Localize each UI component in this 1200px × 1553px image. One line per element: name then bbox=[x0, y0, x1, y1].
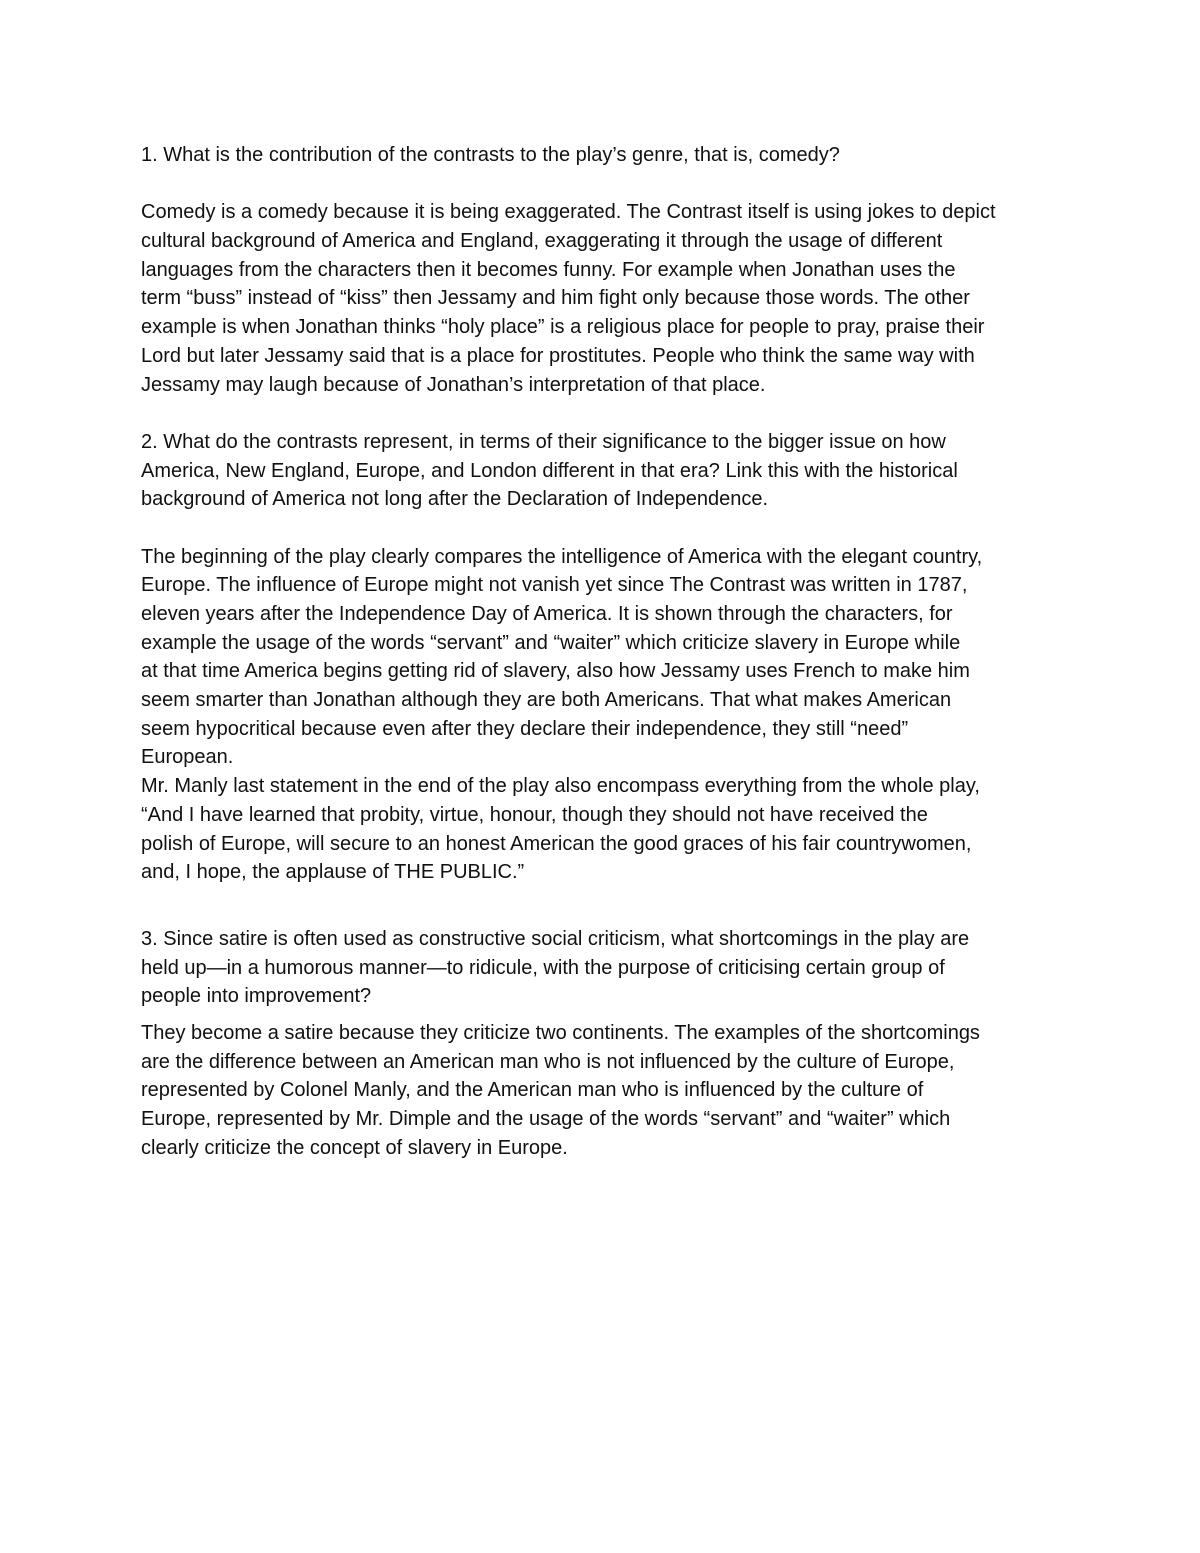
answer-line: European. bbox=[141, 746, 234, 769]
answer-line: seem hypocritical because even after they declare their independence, they still “need” bbox=[141, 717, 909, 740]
answer-line: They become a satire because they criticize two continents. The examples of the shortcomings bbox=[141, 1021, 980, 1044]
question-line: 3. Since satire is often used as constructive social criticism, what shortcomings in the play are bbox=[141, 927, 970, 950]
answer-line: The beginning of the play clearly compares the intelligence of America with the elegant country, bbox=[141, 545, 983, 568]
answer-line: cultural background of America and England, exaggerating it through the usage of different bbox=[141, 230, 943, 253]
answer-line: “And I have learned that probity, virtue, honour, though they should not have received the bbox=[141, 803, 928, 826]
answer-line: Comedy is a comedy because it is being exaggerated. The Contrast itself is using jokes to depict bbox=[141, 201, 996, 224]
question-3 bbox=[141, 925, 1066, 1011]
answer-3 bbox=[141, 1019, 1066, 1162]
answer-line: Europe, represented by Mr. Dimple and the usage of the words “servant” and “waiter” which bbox=[141, 1108, 951, 1130]
answer-line: Lord but later Jessamy said that is a place for prostitutes. People who think the same way with bbox=[141, 344, 975, 367]
answer-line: example the usage of the words “servant” and “waiter” which criticize slavery in Europe while bbox=[141, 631, 961, 654]
question-line: 2. What do the contrasts represent, in terms of their significance to the bigger issue on how bbox=[141, 430, 946, 453]
answer-1 bbox=[141, 198, 1066, 399]
question-line: 1. What is the contribution of the contrasts to the play’s genre, that is, comedy? bbox=[141, 144, 840, 166]
question-line: people into improvement? bbox=[141, 985, 372, 1008]
answer-line: term “buss” instead of “kiss” then Jessamy and him fight only because those words. The other bbox=[141, 287, 970, 310]
answer-line: at that time America begins getting rid of slavery, also how Jessamy uses French to make him bbox=[141, 660, 970, 683]
answer-line: seem smarter than Jonathan although they are both Americans. That what makes American bbox=[141, 689, 952, 712]
answer-line: Europe. The influence of Europe might not vanish yet since The Contrast was written in 1787, bbox=[141, 574, 968, 597]
answer-line: example is when Jonathan thinks “holy place” is a religious place for people to pray, praise their bbox=[141, 316, 985, 339]
answer-line: represented by Colonel Manly, and the American man who is influenced by the culture of bbox=[141, 1079, 924, 1102]
question-2 bbox=[141, 428, 1066, 514]
answer-line: eleven years after the Independence Day of America. It is shown through the characters, for bbox=[141, 603, 953, 625]
answer-line: are the difference between an American man who is not influenced by the culture of Europe, bbox=[141, 1050, 955, 1073]
question-line: America, New England, Europe, and London different in that era? Link this with the historical bbox=[141, 459, 958, 482]
question-line: held up—in a humorous manner—to ridicule, with the purpose of criticising certain group of bbox=[141, 956, 945, 979]
answer-line: Mr. Manly last statement in the end of the play also encompass everything from the whole play, bbox=[141, 775, 980, 798]
answer-2 bbox=[141, 543, 1066, 887]
answer-line: clearly criticize the concept of slavery in Europe. bbox=[141, 1136, 568, 1159]
answer-line: polish of Europe, will secure to an honest American the good graces of his fair countrywomen, bbox=[141, 832, 972, 855]
question-1 bbox=[141, 141, 1066, 170]
answer-line: Jessamy may laugh because of Jonathan’s interpretation of that place. bbox=[141, 373, 766, 396]
question-line: background of America not long after the Declaration of Independence. bbox=[141, 488, 769, 511]
answer-line: and, I hope, the applause of THE PUBLIC.” bbox=[141, 861, 525, 884]
answer-line: languages from the characters then it becomes funny. For example when Jonathan uses the bbox=[141, 258, 956, 281]
document-body bbox=[141, 141, 1066, 1162]
